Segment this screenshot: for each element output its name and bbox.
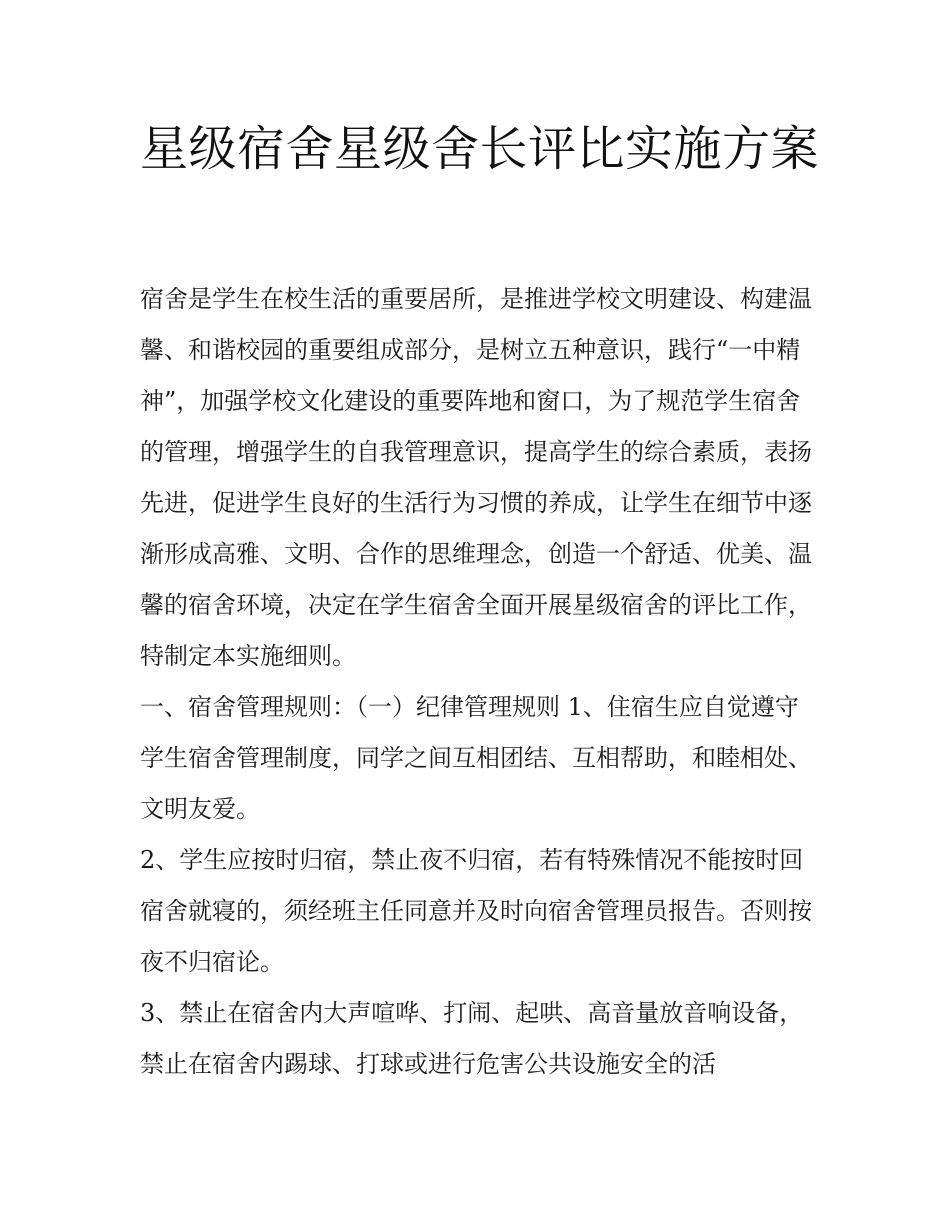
paragraph-rule-3: 3、禁止在宿舍内大声喧哗、打闹、起哄、高音量放音响设备，禁止在宿舍内踢球、打球或进行危害公共设施安全的活: [140, 999, 804, 1078]
paragraph-rule-2: 2、学生应按时归宿，禁止夜不归宿，若有特殊情况不能按时回宿舍就寝的，须经班主任同意并及时向宿舍管理员报告。否则按夜不归宿论。: [140, 846, 812, 976]
document-body: [140, 274, 820, 1090]
document-title: 星级宿舍星级舍长评比实施方案: [140, 121, 820, 177]
paragraph-intro: 宿舍是学生在校生活的重要居所，是推进学校文明建设、构建温馨、和谐校园的重要组成部分，是树立五种意识，践行“一中精神”，加强学校文化建设的重要阵地和窗口，为了规范学生宿舍的管理，增强学生的自我管理意识，提高学生的综合素质，表扬先进，促进学生良好的生活行为习惯的养成，让学生在细节中逐渐形成高雅、文明、合作的思维理念，创造一个舒适、优美、温馨的宿舍环境，决定在学生宿舍全面开展星级宿舍的评比工作，特制定本实施细则。: [140, 285, 812, 670]
paragraph-rule-1: 一、宿舍管理规则：（一）纪律管理规则 1、住宿生应自觉遵守学生宿舍管理制度，同学之间互相团结、互相帮助，和睦相处、文明友爱。: [140, 693, 812, 823]
